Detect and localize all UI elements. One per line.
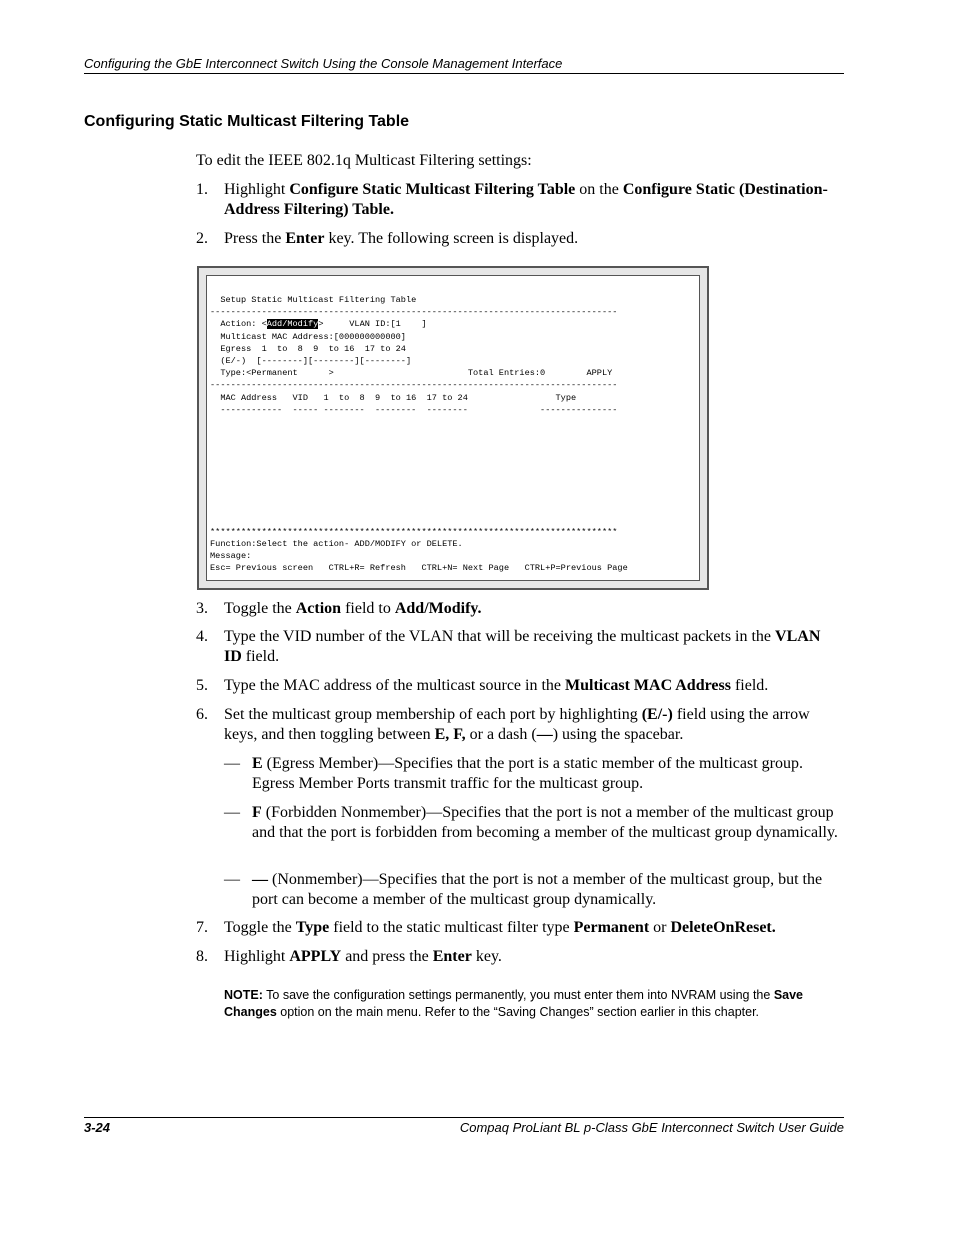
step-7 <box>196 918 836 938</box>
note-box: NOTE: To save the configuration settings permanently, you must enter them into NVRAM using the Save Changes option on the main menu. Refer to the “Saving Changes” section earlier in this chapter. <box>224 988 804 1019</box>
step-number: 1. <box>196 181 208 198</box>
message-line: Message: <box>210 551 252 562</box>
keys-line: Esc= Previous screen CTRL+R= Refresh CTRL+N= Next Page CTRL+P=Previous Page <box>210 563 628 574</box>
step-number: 7. <box>196 919 208 936</box>
console-text: Setup Static Multicast Filtering Table ------------------------------------------------------------------------------- Action: <Add/Modify> VLAN ID:[1 ] Multicast MAC Address:[000000000000] Egress 1 to 8 9 to 16 17 to 24 (E/-) [--------][--------][--------] Type:<Permanent > Total Entries:0 APPLY ------------------------------------------------------------------------------- MAC Address VID 1 to 8 9 to 16 17 to 24 Type ------------ ----- -------- -------- -------- --------------- ******************************************************************************* Function:Select the action- ADD/MODIFY or DELETE. Message: Esc= Previous screen CTRL+R= Refresh CTRL+N= Next Page CTRL+P=Previous Page <box>210 295 628 574</box>
step-1 <box>196 180 836 220</box>
subitem-forbidden: — F (Forbidden Nonmember)—Specifies that the port is not a member of the multicast group and that the port is forbidden from becoming a member of the multicast group dynamically. <box>224 804 838 841</box>
step-text: Type the MAC address of the multicast source in the Multicast MAC Address field. <box>224 677 769 694</box>
subitem-egress: — E (Egress Member)—Specifies that the port is a static member of the multicast group. Egress Member Ports transmit traffic for the multicast group. <box>224 755 803 792</box>
step-number: 6. <box>196 706 208 723</box>
page-number: 3-24 <box>84 1120 111 1135</box>
subitem-nonmember: — — (Nonmember)—Specifies that the port is not a member of the multicast group, but the port can become a member of the multicast group dynamically. <box>224 871 823 908</box>
type-field[interactable]: Type:<Permanent > Total Entries:0 APPLY <box>210 368 613 379</box>
intro-paragraph: To edit the IEEE 802.1q Multicast Filtering settings: <box>196 152 532 169</box>
step-8 <box>196 947 836 967</box>
footer-title: Compaq ProLiant BL p-Class GbE Interconnect Switch User Guide <box>459 1120 844 1135</box>
step-number: 8. <box>196 948 208 965</box>
step-number: 5. <box>196 677 208 694</box>
step-text: Highlight Configure Static Multicast Filtering Table on the Configure Static (Destination-Address Filtering) Table. <box>224 181 828 218</box>
step-number: 3. <box>196 600 208 617</box>
header-rule <box>84 73 844 74</box>
console-stars: ******************************************************************************* <box>210 526 618 537</box>
console-divider: ------------------------------------------------------------------------------- <box>210 380 618 391</box>
step-text: Set the multicast group membership of each port by highlighting (E/-) field using the arrow keys, and then toggling between E, F, or a dash (—) using the spacebar. <box>224 706 810 743</box>
console-screen <box>206 275 700 581</box>
console-title: Setup Static Multicast Filtering Table <box>210 295 417 305</box>
egress-field[interactable]: (E/-) [--------][--------][--------] <box>210 356 412 367</box>
step-3 <box>196 599 836 619</box>
console-screenshot <box>197 266 709 590</box>
function-line: Function:Select the action- ADD/MODIFY or DELETE. <box>210 539 463 550</box>
section-title: Configuring Static Multicast Filtering Table <box>84 113 410 130</box>
step-5 <box>196 676 836 696</box>
footer-rule <box>84 1117 844 1118</box>
running-header: Configuring the GbE Interconnect Switch Using the Console Management Interface <box>84 56 563 71</box>
step-2 <box>196 229 836 249</box>
action-field[interactable]: Add/Modify <box>266 319 319 330</box>
table-header: MAC Address VID 1 to 8 9 to 16 17 to 24 Type <box>210 392 577 403</box>
step-number: 4. <box>196 628 208 645</box>
step-text: Type the VID number of the VLAN that will be receiving the multicast packets in the VLAN ID field. <box>224 628 821 665</box>
step-text: Press the Enter key. The following screen is displayed. <box>224 230 579 247</box>
egress-header: Egress 1 to 8 9 to 16 17 to 24 <box>210 343 406 354</box>
note-label: NOTE: <box>224 988 263 1002</box>
mac-address-field[interactable]: Multicast MAC Address:[000000000000] <box>210 331 406 342</box>
step-number: 2. <box>196 230 208 247</box>
step-text: Highlight APPLY and press the Enter key. <box>224 948 502 965</box>
console-divider: ------------------------------------------------------------------------------- <box>210 307 618 318</box>
step-text: Toggle the Action field to Add/Modify. <box>224 600 482 617</box>
step-4 <box>196 627 836 667</box>
step-6 <box>196 705 836 745</box>
table-rule: ------------ ----- -------- -------- -------- --------------- <box>210 404 618 415</box>
step-text: Toggle the Type field to the static multicast filter type Permanent or DeleteOnReset. <box>224 919 776 936</box>
